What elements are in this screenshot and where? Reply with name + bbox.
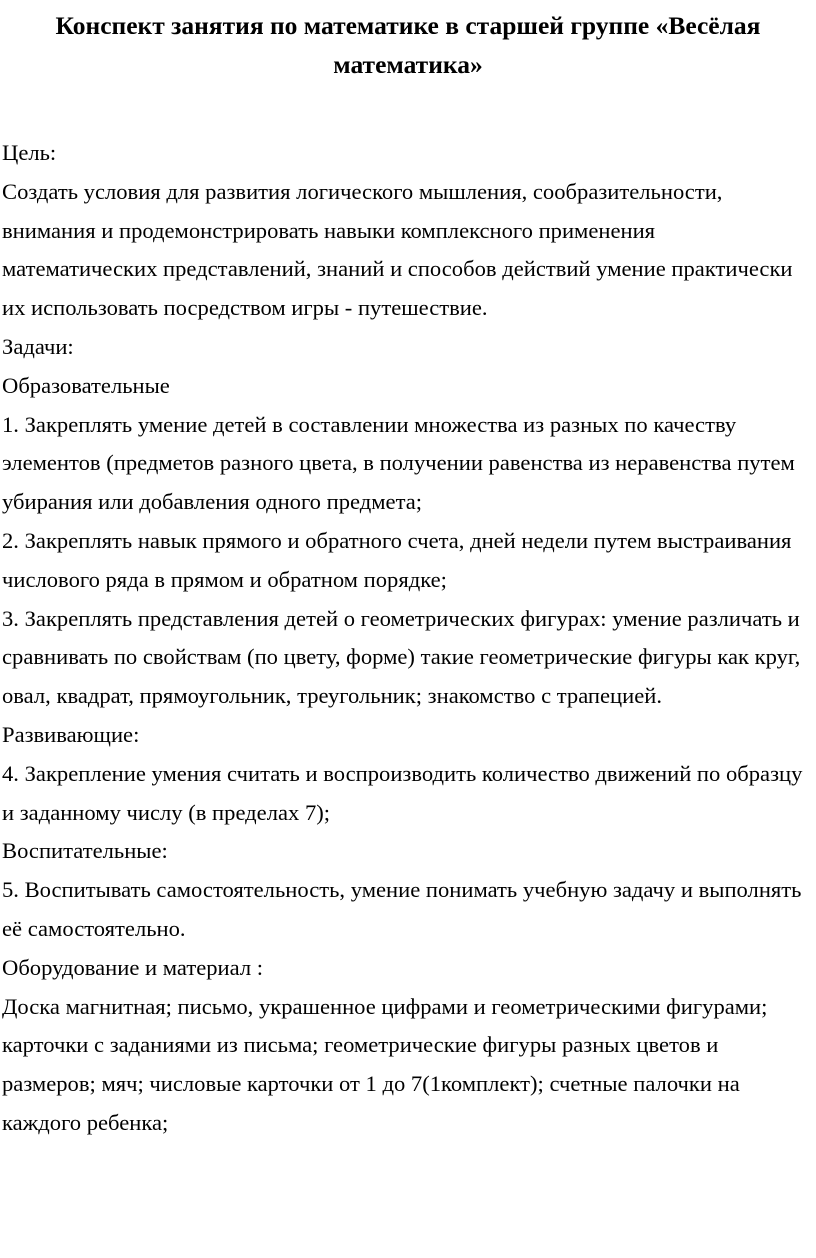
document-title: Конспект занятия по математике в старшей группе «Весёлая математика»: [55, 11, 761, 79]
paragraph-educational-heading: Образовательные: [2, 372, 170, 398]
document-body: [2, 134, 814, 1143]
paragraph-goal-text: Создать условия для развития логического мышления, сообразительности, внимания и продемонстрировать навыки комплексного применения математических представлений, знаний и способов действий умение практически их использовать посредством игры - путешествие.: [2, 178, 793, 321]
paragraph-task-3: 3. Закреплять представления детей о геометрических фигурах: умение различать и сравнивать по свойствам (по цвету, форме) такие геометрические фигуры как круг, овал, квадрат, прямоугольник, треугольник; знакомство с трапецией.: [2, 605, 801, 709]
paragraph-equipment-text: Доска магнитная; письмо, украшенное цифрами и геометрическими фигурами; карточки с заданиями из письма; геометрические фигуры разных цветов и размеров; мяч; числовые карточки от 1 до 7(1комплект); счетные палочки на каждого ребенка;: [2, 993, 768, 1135]
paragraph-upbringing-heading: Воспитательные:: [2, 838, 168, 864]
paragraph-task-5: 5. Воспитывать самостоятельность, умение понимать учебную задачу и выполнять её самостоятельно.: [2, 877, 802, 941]
paragraph-task-1: 1. Закреплять умение детей в составлении множества из разных по качеству элементов (предметов разного цвета, в получении равенства из неравенства путем убирания или добавления одного предмета;: [2, 411, 795, 515]
paragraph-goal-heading: Цель:: [2, 140, 57, 165]
paragraph-task-2: 2. Закреплять навык прямого и обратного счета, дней недели путем выстраивания числового ряда в прямом и обратном порядке;: [2, 527, 792, 592]
paragraph-task-4: 4. Закрепление умения считать и воспроизводить количество движений по образцу и заданному числу (в пределах 7);: [2, 760, 803, 825]
paragraph-tasks-heading: Задачи:: [2, 333, 74, 359]
paragraph-developing-heading: Развивающие:: [2, 721, 140, 747]
paragraph-equipment-heading: Оборудование и материал :: [2, 954, 264, 980]
